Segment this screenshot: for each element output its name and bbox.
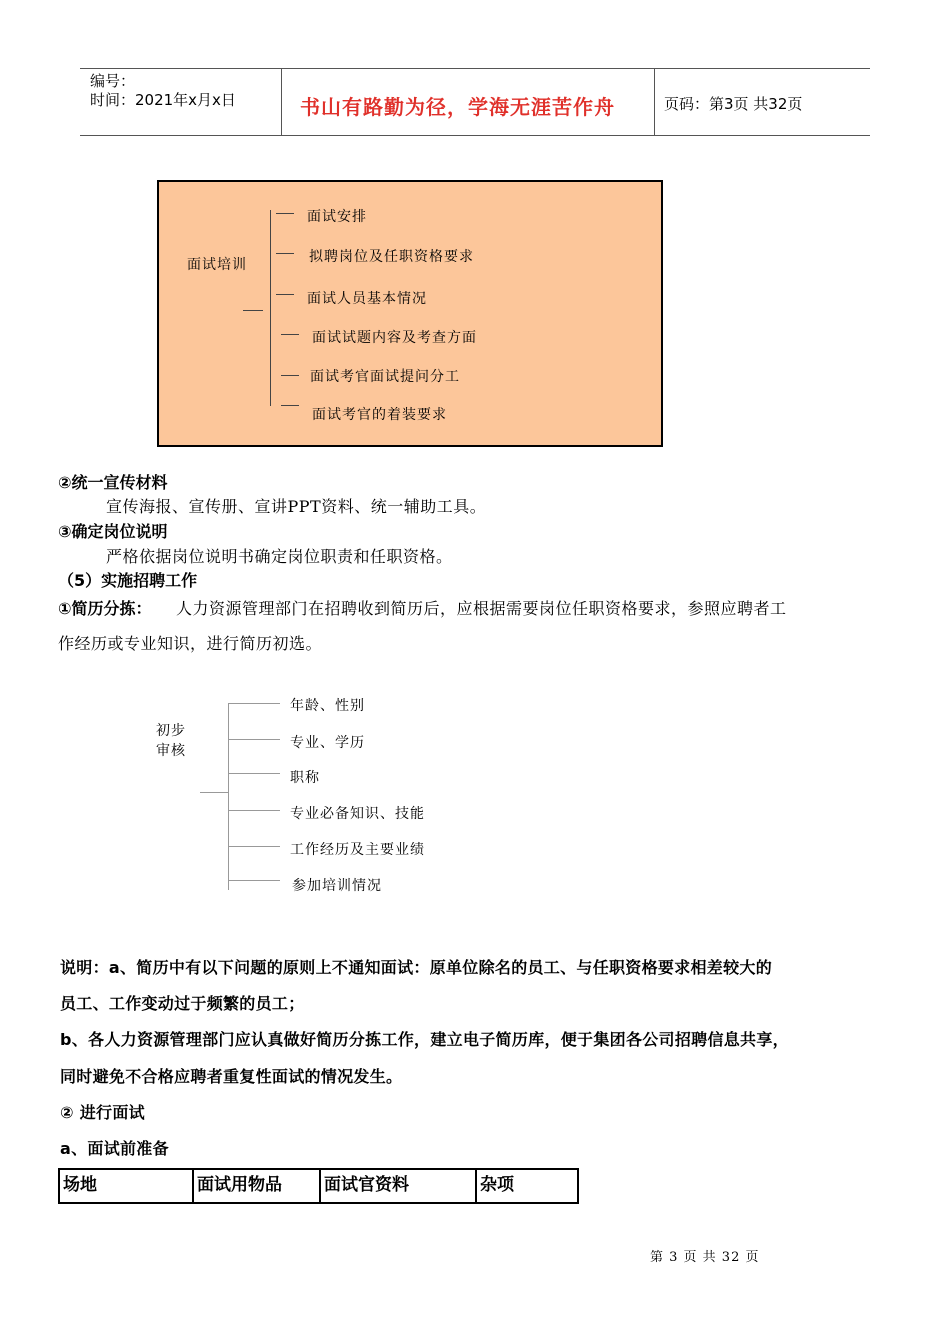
header-motto: 书山有路勤为径，学海无涯苦作舟 (300, 95, 615, 119)
diagram-connector (228, 773, 280, 774)
diagram-connector (281, 375, 299, 376)
subheading-prep: a、面试前准备 (60, 1139, 169, 1158)
diagram-connector (281, 334, 299, 335)
section-heading-materials: ②统一宣传材料 (58, 473, 168, 492)
prep-table (58, 1168, 579, 1204)
diagram-connector (228, 880, 280, 881)
table-cell: 场地 (59, 1169, 193, 1203)
note-line: 员工、工作变动过于频繁的员工； (60, 994, 305, 1013)
training-item: 面试试题内容及考查方面 (312, 330, 477, 346)
diagram-bracket (270, 210, 271, 406)
header-bottom-rule (80, 135, 870, 136)
review-item: 专业必备知识、技能 (290, 806, 425, 822)
position-text: 严格依据岗位说明书确定岗位职责和任职资格。 (106, 547, 453, 566)
diagram-bracket (228, 703, 229, 890)
diagram-connector (276, 213, 294, 214)
page-footer: 第 3 页 共 32 页 (650, 1250, 760, 1265)
section-heading-position: ③确定岗位说明 (58, 522, 168, 541)
interview-training-diagram (157, 180, 663, 447)
table-cell: 面试用物品 (193, 1169, 320, 1203)
diagram-root-label: 面试培训 (187, 257, 247, 273)
note-line: 同时避免不合格应聘者重复性面试的情况发生。 (60, 1067, 403, 1086)
screening-text-line1: 人力资源管理部门在招聘收到简历后，应根据需要岗位任职资格要求，参照应聘者工 (176, 599, 787, 618)
diagram-connector (228, 703, 280, 704)
table-cell: 面试官资料 (320, 1169, 476, 1203)
review-root-line2: 审核 (156, 743, 186, 759)
header-divider (654, 68, 655, 136)
screening-text-line2: 作经历或专业知识，进行简历初选。 (58, 634, 323, 653)
screening-label: ①简历分拣： (58, 599, 152, 618)
note-line: 说明：a、简历中有以下问题的原则上不通知面试：原单位除名的员工、与任职资格要求相差较大的 (60, 958, 772, 977)
training-item: 拟聘岗位及任职资格要求 (309, 249, 474, 265)
section-heading-recruit: （5）实施招聘工作 (58, 571, 198, 590)
review-item: 年龄、性别 (290, 698, 365, 714)
document-date-label: 时间：2021年x月x日 (90, 91, 236, 109)
training-item: 面试人员基本情况 (307, 291, 427, 307)
diagram-connector (200, 792, 228, 793)
document-number-label: 编号： (90, 72, 136, 90)
diagram-connector (281, 405, 299, 406)
review-item: 职称 (290, 770, 320, 786)
review-item: 专业、学历 (290, 735, 365, 751)
diagram-connector (276, 253, 294, 254)
diagram-connector (228, 739, 280, 740)
page-number-label: 页码：第3页 共32页 (664, 95, 803, 113)
header-divider (281, 68, 282, 136)
materials-text: 宣传海报、宣传册、宣讲PPT资料、统一辅助工具。 (106, 497, 487, 516)
review-item: 工作经历及主要业绩 (290, 842, 425, 858)
note-line: b、各人力资源管理部门应认真做好简历分拣工作，建立电子简历库，便于集团各公司招聘信息共享， (60, 1030, 789, 1049)
table-cell: 杂项 (476, 1169, 578, 1203)
training-item: 面试安排 (307, 209, 367, 225)
diagram-connector (276, 294, 294, 295)
subheading-interview: ② 进行面试 (60, 1103, 145, 1122)
diagram-connector (228, 846, 280, 847)
review-item: 参加培训情况 (292, 878, 382, 894)
training-item: 面试考官面试提问分工 (310, 369, 460, 385)
header-top-rule (80, 68, 870, 69)
review-root-line1: 初步 (156, 723, 186, 739)
diagram-connector (228, 810, 280, 811)
diagram-connector (243, 310, 263, 311)
table-row (59, 1169, 578, 1203)
training-item: 面试考官的着装要求 (312, 407, 447, 423)
